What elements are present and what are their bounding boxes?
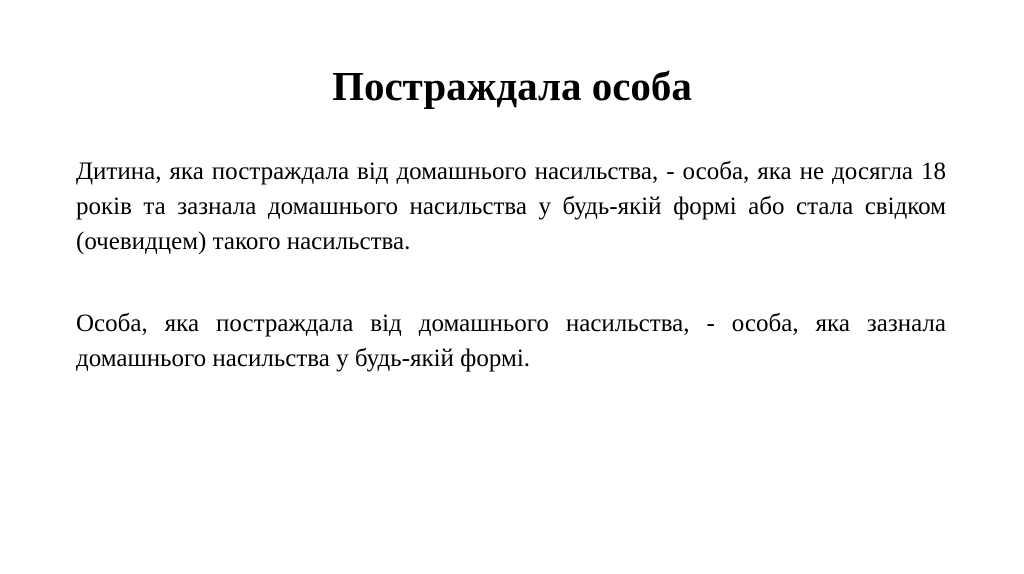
slide-body (76, 154, 946, 376)
definition-paragraph-person: Особа, яка постраждала від домашнього насильства, - особа, яка зазнала домашнього насильства у будь-якій формі. (76, 310, 946, 372)
definition-paragraph-child: Дитина, яка постраждала від домашнього насильства, - особа, яка не досягла 18 років та зазнала домашнього насильства у будь-якій формі або стала свідком (очевидцем) такого насильства. (76, 158, 946, 255)
slide-title: Постраждала особа (332, 63, 692, 109)
